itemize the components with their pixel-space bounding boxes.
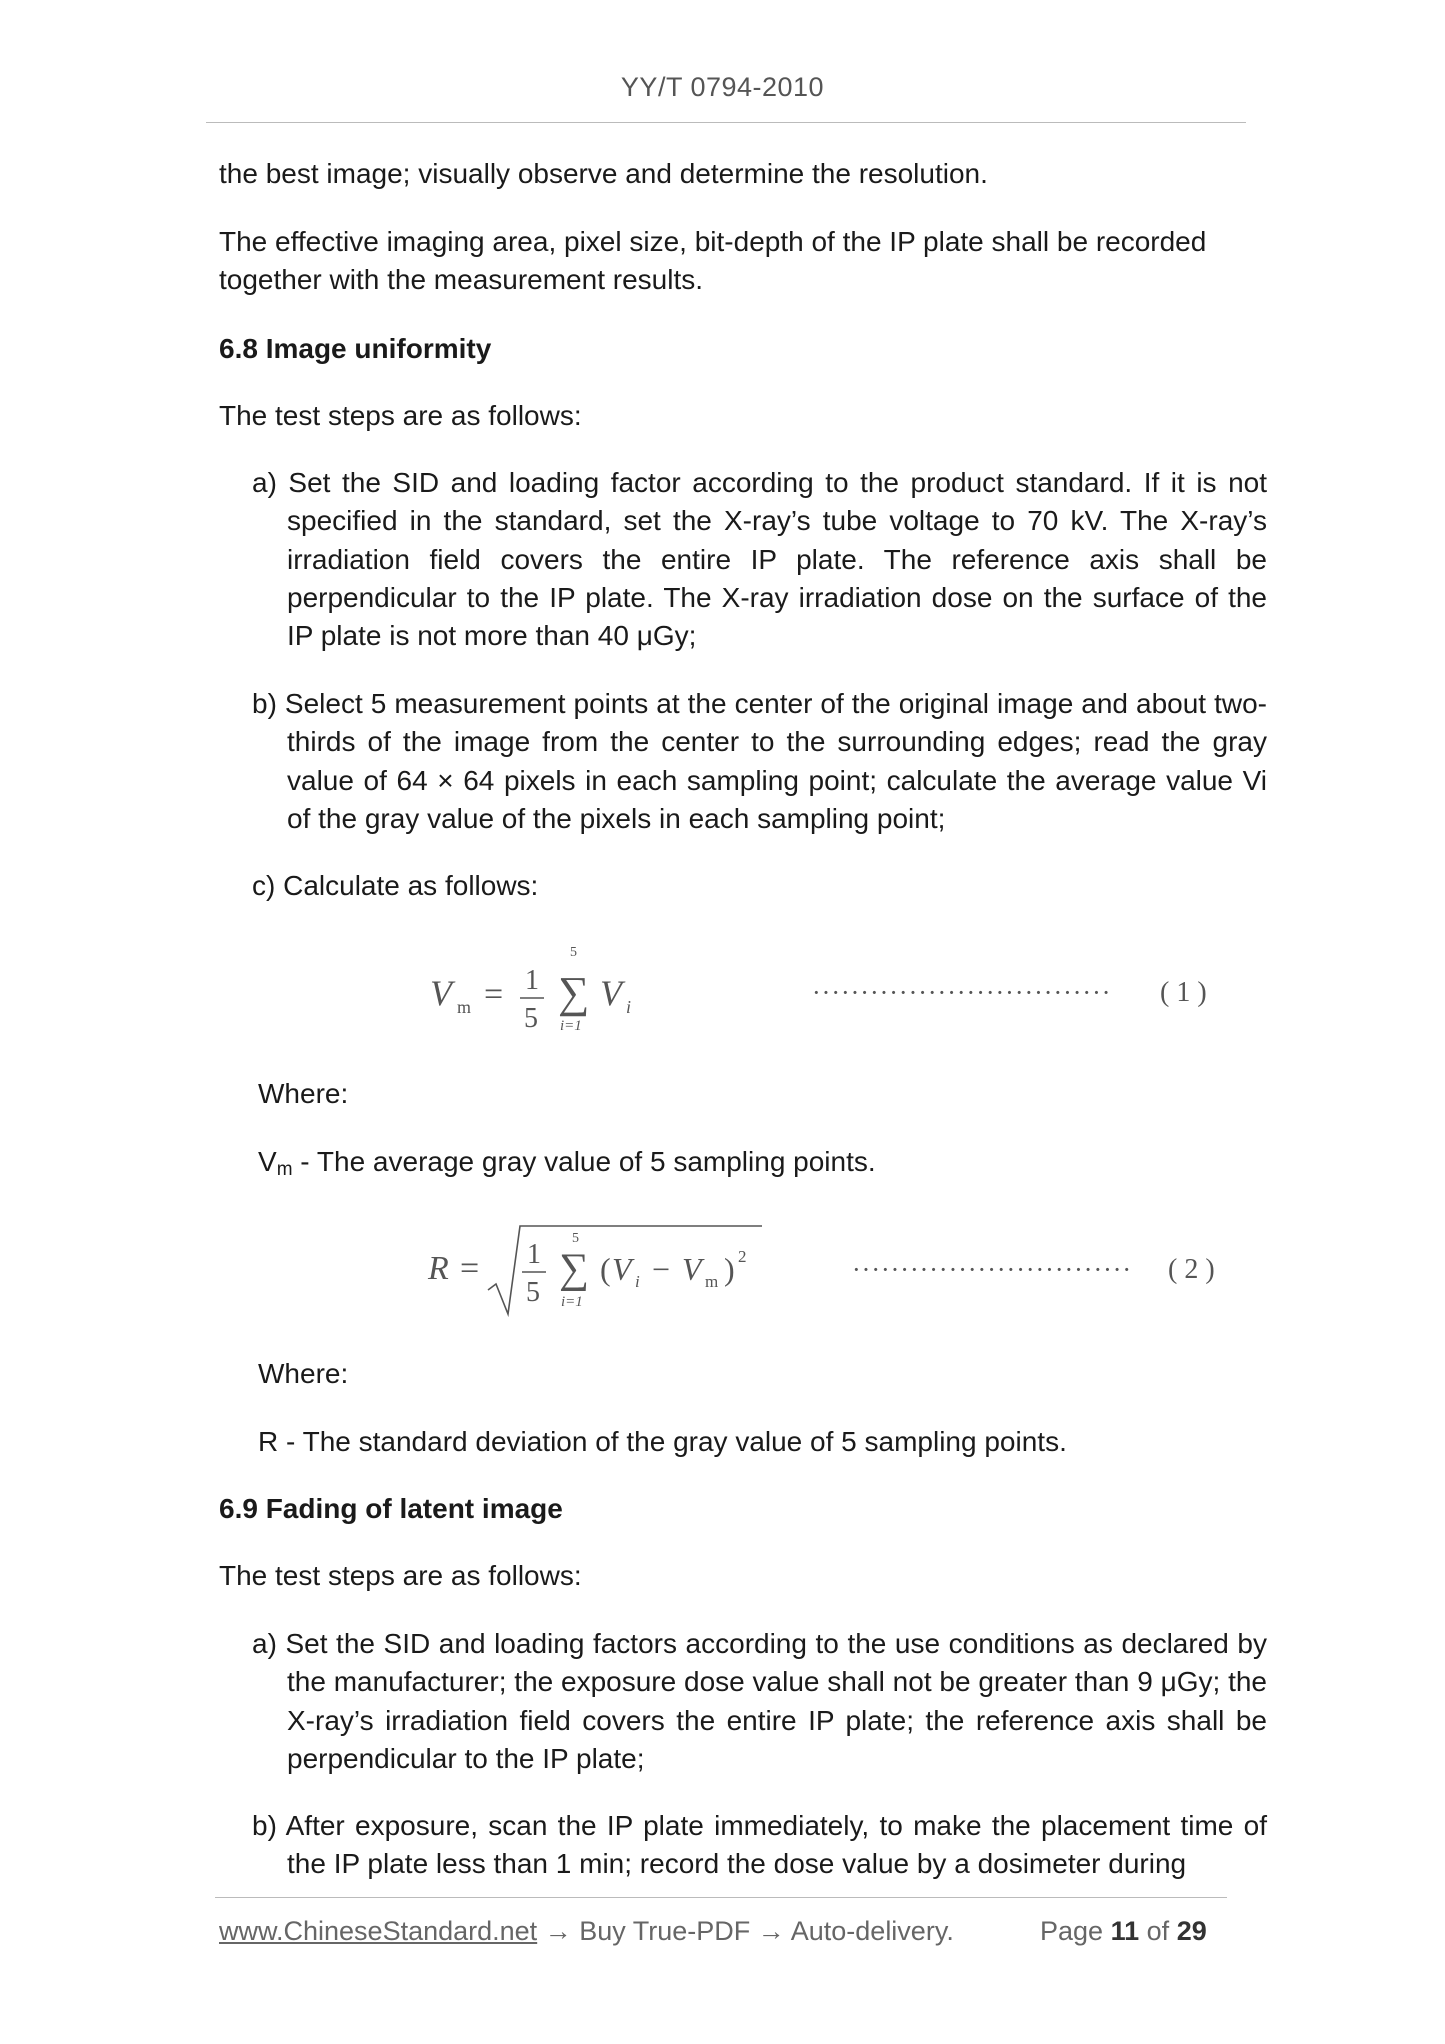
formula-2-leader-dots: ····························· xyxy=(852,1255,1133,1284)
list-item-6-8-a: a) Set the SID and loading factor according to the product standard. If it is not specified in the standard, set the X-ray’s tube voltage to 70 kV. The X-ray’s irradiation field covers the entire IP plate. The reference axis shall be perpendicular to the IP plate. The X-ray irradiation dose on the surface of the IP plate is not more than 40 μGy; xyxy=(252,467,1267,652)
formula-1-term-sub: i xyxy=(626,997,632,1017)
formula-1-denominator: 5 xyxy=(524,1003,538,1034)
formula-2-sum-upper: 5 xyxy=(572,1231,579,1246)
document-code-header: YY/T 0794-2010 xyxy=(620,72,825,102)
section-heading-6-8: 6.8 Image uniformity xyxy=(219,333,492,364)
where-label-1: Where: xyxy=(258,1078,349,1109)
formula-1-leader-dots: ······························· xyxy=(812,978,1112,1007)
formula-1-lhs-sub: m xyxy=(457,997,472,1017)
formula-2-exponent: 2 xyxy=(738,1247,747,1266)
list-item-6-8-b: b) Select 5 measurement points at the center of the original image and about two-thirds of the image from the center to the surrounding edges; read the gray value of 64 × 64 pixels in each sampling point; calculate the average value Vi of the gray value of the pixels in each sampling point; xyxy=(252,688,1267,834)
formula-1-equals: = xyxy=(484,976,504,1013)
formula-1-number: ( 1 ) xyxy=(1160,977,1207,1008)
formula-2-vi: V xyxy=(612,1251,632,1287)
steps-intro-6-8: The test steps are as follows: xyxy=(219,400,582,431)
footer-divider xyxy=(215,1897,1227,1898)
paragraph-recording-line-1: The effective imaging area, pixel size, bit-depth of the IP plate shall be recorded xyxy=(219,226,1207,257)
formula-2-open-paren: ( xyxy=(600,1251,611,1287)
list-item-6-9-a: a) Set the SID and loading factors according to the use conditions as declared by the manufacturer; the exposure dose value shall not be greater than 9 μGy; the X-ray’s irradiation field covers the entire IP plate; the reference axis shall be perpendicular to the IP plate; xyxy=(252,1628,1267,1774)
formula-1-lhs: V xyxy=(430,973,452,1013)
formula-2 xyxy=(420,1220,1240,1320)
definition-vm-symbol: V xyxy=(258,1146,277,1177)
list-item-6-9-b: b) After exposure, scan the IP plate immediately, to make the placement time of the IP plate less than 1 min; record the dose value by a dosimeter during xyxy=(252,1810,1267,1880)
paragraph-recording-line-2: together with the measurement results. xyxy=(219,264,704,295)
section-heading-6-9: 6.9 Fading of latent image xyxy=(219,1493,563,1524)
footer-of-label: of xyxy=(1146,1916,1170,1946)
definition-vm-subscript: m xyxy=(276,1159,293,1180)
definition-vm-text: - The average gray value of 5 sampling points. xyxy=(292,1146,876,1177)
header-divider xyxy=(206,122,1246,123)
steps-intro-6-9: The test steps are as follows: xyxy=(219,1560,582,1591)
formula-1-sum-upper: 5 xyxy=(570,945,577,960)
footer-tagline: → Buy True-PDF → Auto-delivery. xyxy=(537,1916,954,1946)
formula-2-sigma: ∑ xyxy=(559,1246,589,1292)
footer-page-label: Page xyxy=(1040,1916,1104,1946)
definition-vm xyxy=(258,1143,876,1185)
formula-2-numerator: 1 xyxy=(527,1239,541,1270)
where-label-2: Where: xyxy=(258,1358,349,1389)
footer-page-current: 11 xyxy=(1110,1916,1140,1946)
definition-r: R - The standard deviation of the gray value of 5 sampling points. xyxy=(258,1426,1067,1457)
formula-2-equals: = xyxy=(460,1250,480,1287)
paragraph-recording xyxy=(219,223,1231,299)
formula-1-sigma: ∑ xyxy=(558,968,590,1017)
formula-2-minus: − xyxy=(652,1251,671,1287)
footer-website-link[interactable]: www.ChineseStandard.net xyxy=(219,1916,538,1946)
formula-2-vi-sub: i xyxy=(635,1272,640,1291)
formula-1 xyxy=(420,945,1240,1040)
formula-2-number: ( 2 ) xyxy=(1168,1254,1215,1285)
paragraph-resolution: the best image; visually observe and determine the resolution. xyxy=(219,158,988,189)
formula-2-vm-sub: m xyxy=(705,1272,719,1291)
formula-2-close-paren: ) xyxy=(724,1251,735,1287)
footer-page-total: 29 xyxy=(1176,1916,1207,1946)
formula-2-lhs: R xyxy=(428,1250,449,1287)
formula-1-numerator: 1 xyxy=(525,965,539,996)
list-item-6-8-c: c) Calculate as follows: xyxy=(252,870,539,901)
footer-page-counter xyxy=(1040,1916,1207,1947)
formula-2-sum-lower: i=1 xyxy=(561,1294,583,1310)
formula-1-sum-lower: i=1 xyxy=(560,1018,582,1034)
formula-2-vm: V xyxy=(682,1251,702,1287)
formula-2-denominator: 5 xyxy=(526,1277,540,1308)
formula-1-term: V xyxy=(600,973,622,1013)
footer-promo xyxy=(219,1916,954,1947)
